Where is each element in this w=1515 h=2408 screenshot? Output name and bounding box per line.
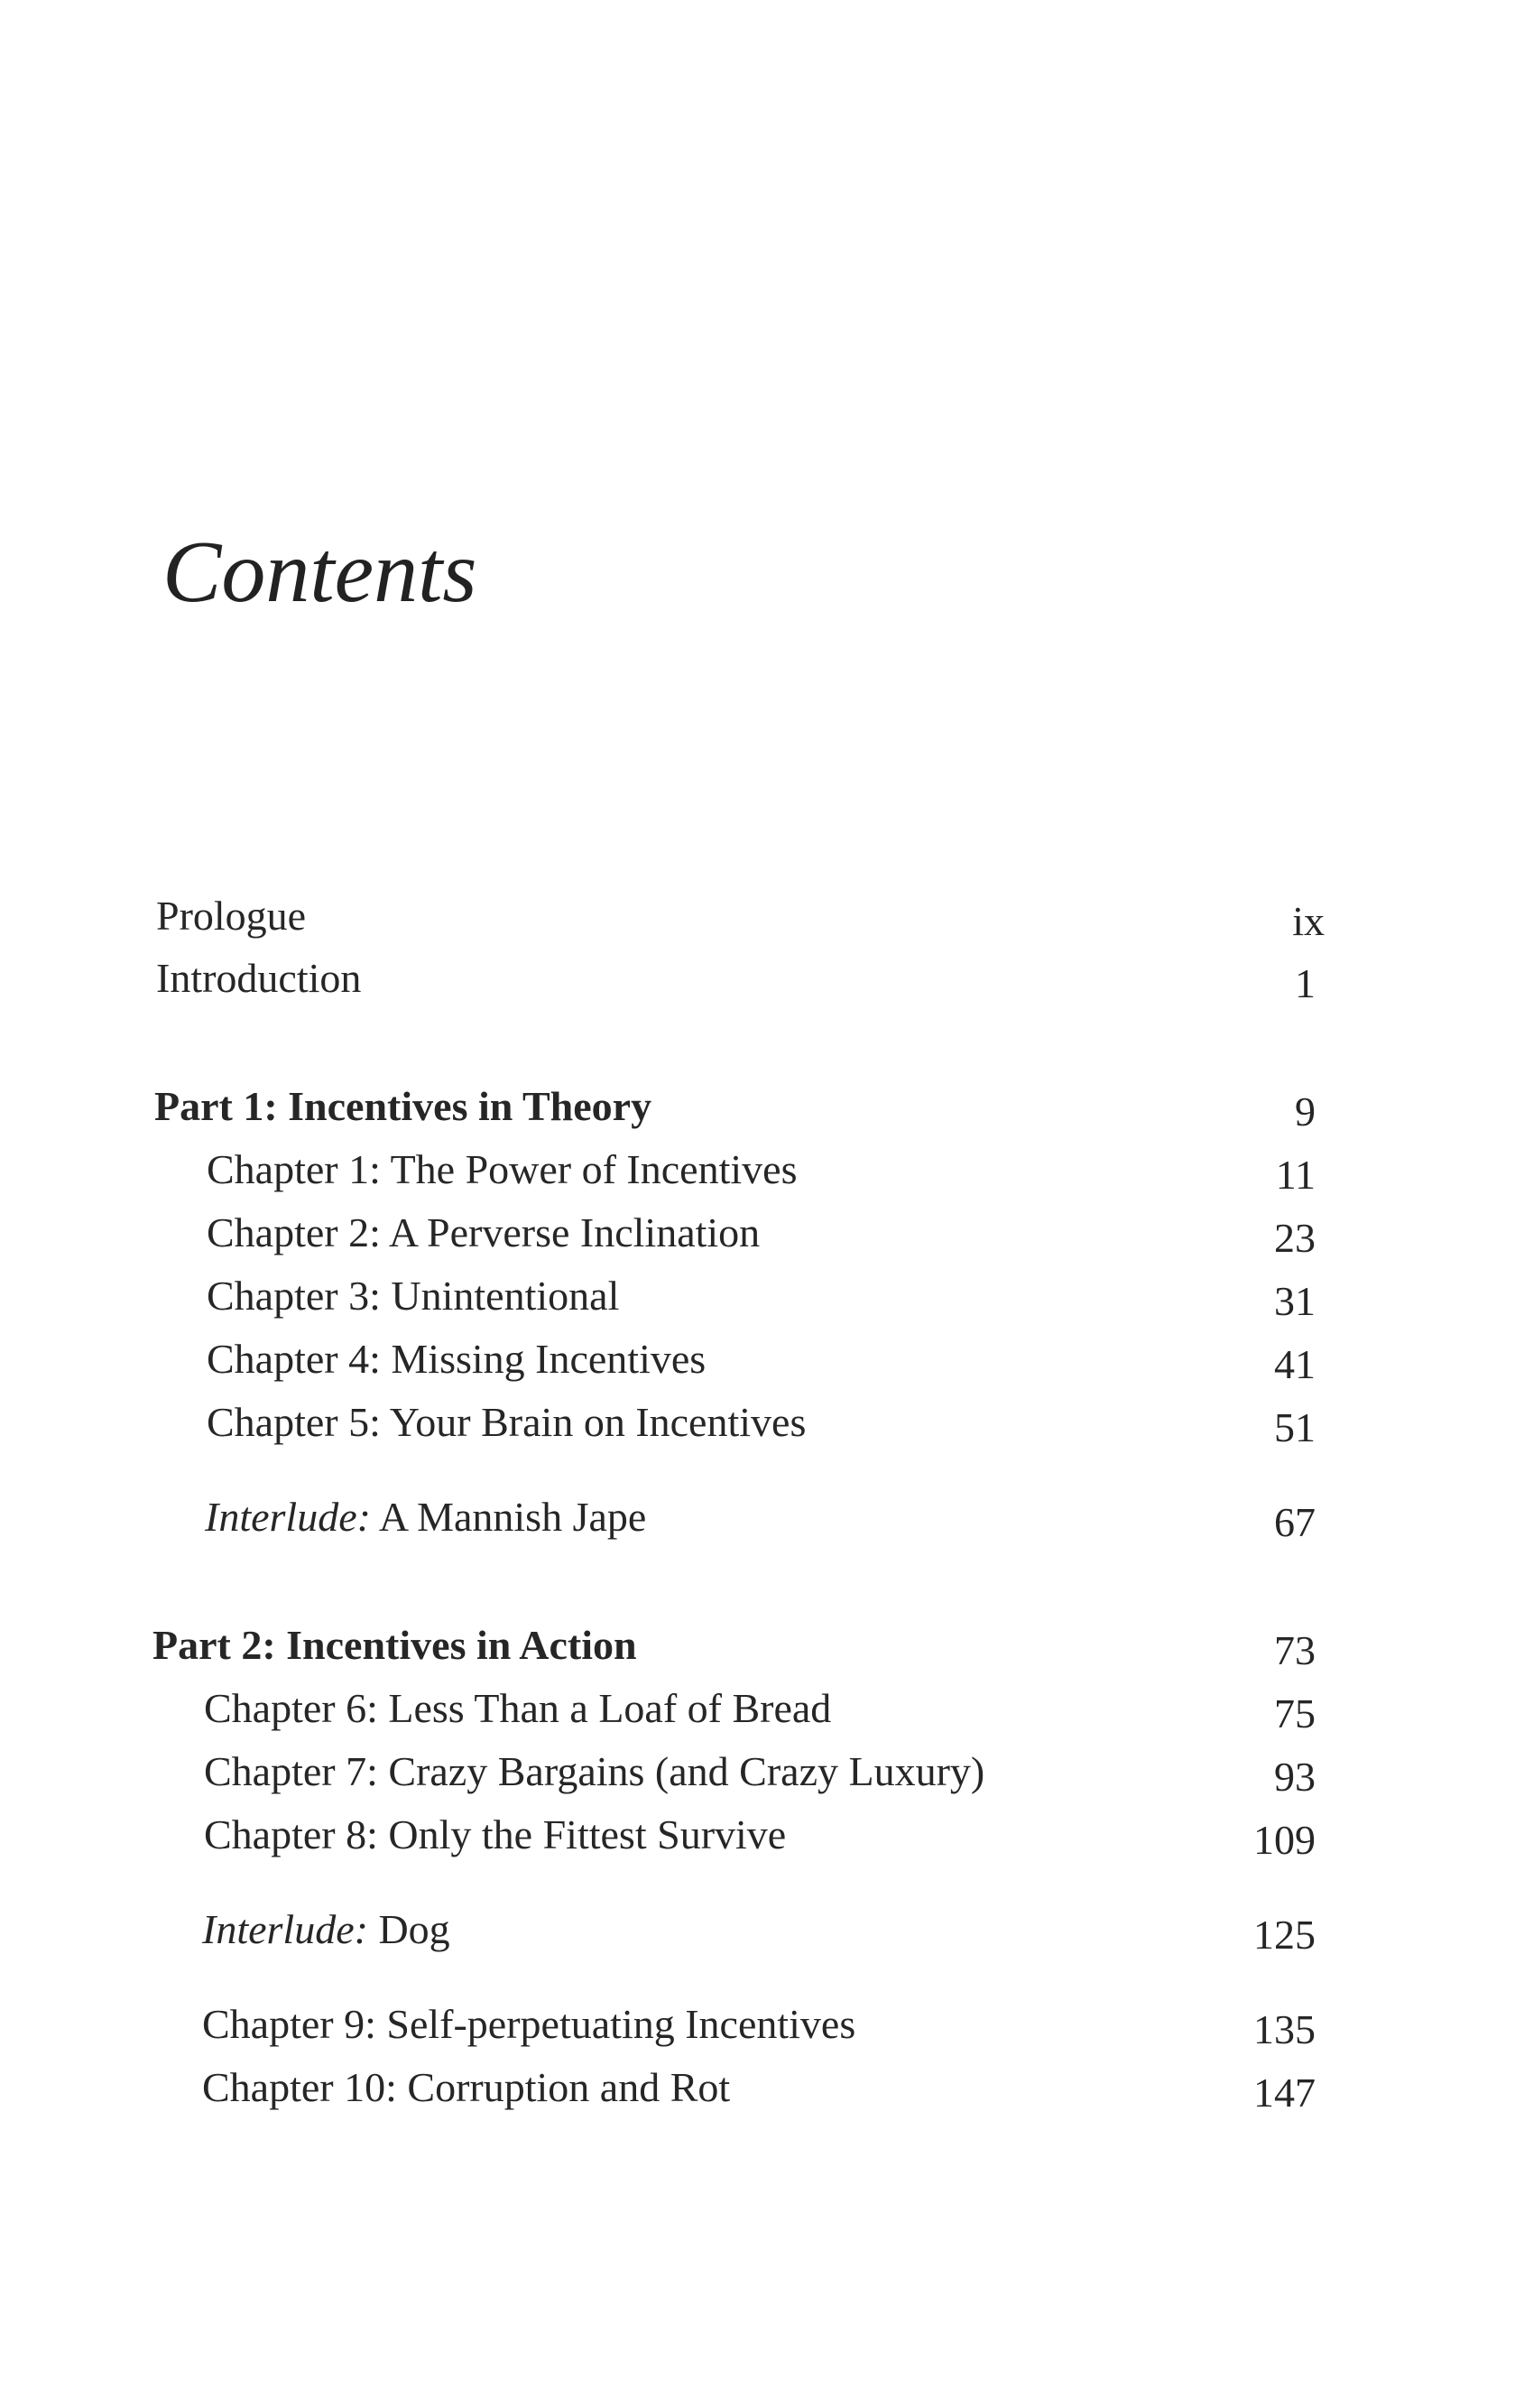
toc-entry-page: 67 xyxy=(1274,1499,1316,1545)
toc-entry-introduction xyxy=(156,951,1316,1005)
toc-entry-page: 73 xyxy=(1274,1627,1316,1673)
toc-entry-chapter xyxy=(207,1269,1316,1323)
toc-entry-lead: Interlude: xyxy=(202,1906,368,1952)
toc-entry-interlude xyxy=(202,1903,1316,1957)
toc-entry-chapter xyxy=(207,1206,1316,1260)
toc-entry-lead: Interlude: xyxy=(205,1494,371,1540)
toc-entry-page: 51 xyxy=(1274,1404,1316,1450)
page-title: Contents xyxy=(162,523,477,621)
toc-entry-label: Introduction xyxy=(156,955,362,1001)
toc-entry-page: 23 xyxy=(1274,1215,1316,1261)
toc-entry-label: A Mannish Jape xyxy=(378,1494,647,1540)
toc-entry-page: 41 xyxy=(1274,1341,1316,1387)
toc-entry-page: 9 xyxy=(1295,1088,1316,1135)
toc-entry-chapter xyxy=(204,1808,1316,1862)
toc-entry-interlude xyxy=(205,1490,1316,1544)
toc-entry-page: 1 xyxy=(1295,960,1316,1006)
toc-entry-label: Dog xyxy=(378,1906,450,1952)
toc-entry-label: Chapter 9: Self-perpetuating Incentives xyxy=(202,2001,856,2047)
toc-entry-page: 75 xyxy=(1274,1690,1316,1737)
toc-entry-label: Chapter 8: Only the Fittest Survive xyxy=(204,1811,787,1857)
toc-entry-page: 147 xyxy=(1253,2070,1316,2116)
toc-entry-label: Chapter 5: Your Brain on Incentives xyxy=(207,1399,807,1445)
toc-part-heading xyxy=(154,1079,1316,1134)
toc-entry-chapter xyxy=(204,1745,1316,1799)
toc-entry-chapter xyxy=(202,1997,1316,2051)
toc-entry-page: ix xyxy=(1292,898,1325,944)
toc-entry-chapter xyxy=(204,1681,1316,1736)
toc-entry-label: Prologue xyxy=(156,893,307,939)
toc-entry-label: Part 1: Incentives in Theory xyxy=(154,1083,652,1129)
toc-entry-page: 93 xyxy=(1274,1754,1316,1800)
toc-entry-prologue xyxy=(156,889,1325,943)
toc-entry-label: Chapter 4: Missing Incentives xyxy=(207,1336,707,1382)
toc-entry-chapter xyxy=(207,1143,1316,1197)
toc-entry-page: 135 xyxy=(1253,2006,1316,2052)
toc-entry-chapter xyxy=(202,2061,1316,2115)
toc-entry-label: Chapter 7: Crazy Bargains (and Crazy Luxury) xyxy=(204,1748,985,1794)
toc-entry-page: 11 xyxy=(1275,1152,1316,1198)
toc-entry-label: Chapter 1: The Power of Incentives xyxy=(207,1146,798,1192)
toc-entry-page: 109 xyxy=(1253,1817,1316,1863)
toc-entry-label: Chapter 6: Less Than a Loaf of Bread xyxy=(204,1685,832,1731)
toc-entry-page: 125 xyxy=(1253,1912,1316,1958)
toc-part-heading xyxy=(152,1618,1316,1672)
toc-entry-label: Chapter 2: A Perverse Inclination xyxy=(207,1209,761,1255)
toc-entry-label: Part 2: Incentives in Action xyxy=(152,1622,637,1668)
toc-entry-chapter xyxy=(207,1395,1316,1449)
toc-entry-label: Chapter 10: Corruption and Rot xyxy=(202,2064,731,2110)
toc-entry-chapter xyxy=(207,1332,1316,1386)
toc-entry-page: 31 xyxy=(1274,1278,1316,1324)
toc-entry-label: Chapter 3: Unintentional xyxy=(207,1273,620,1319)
